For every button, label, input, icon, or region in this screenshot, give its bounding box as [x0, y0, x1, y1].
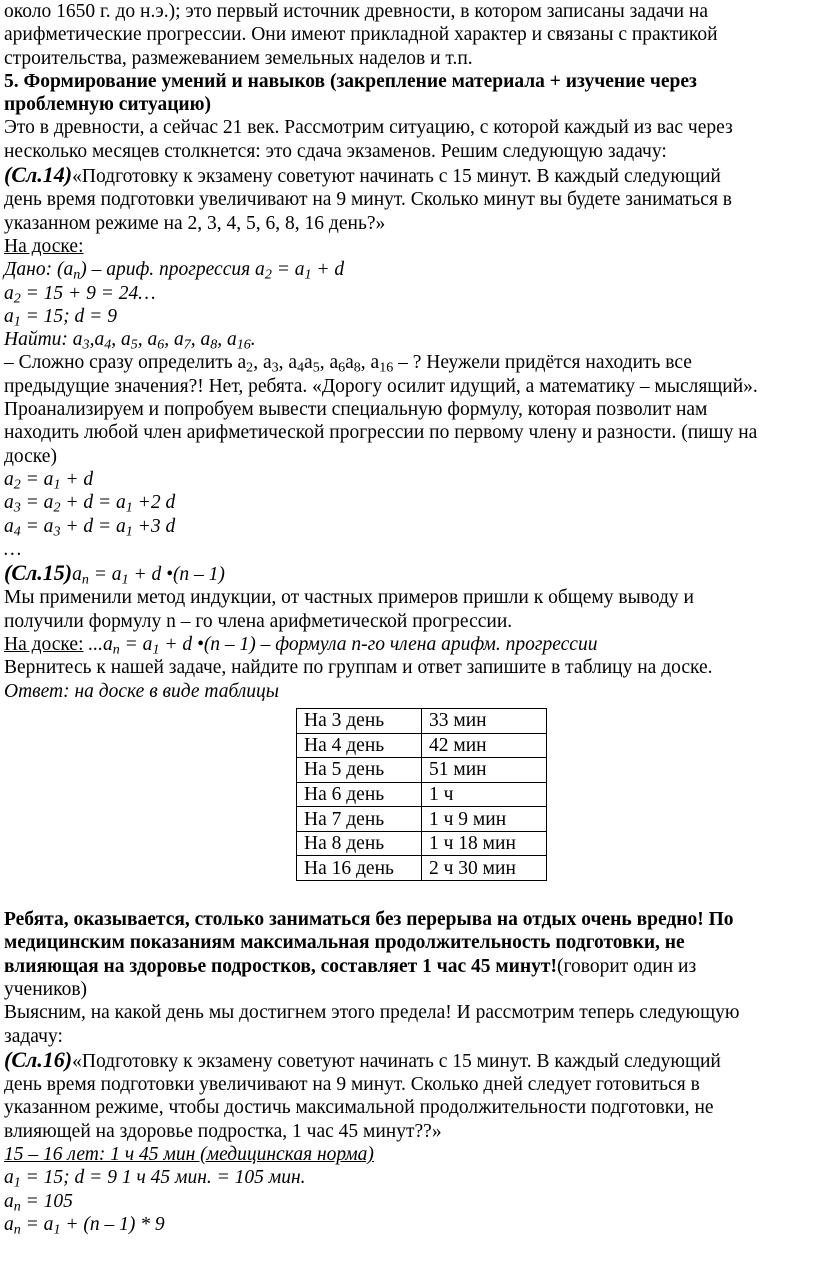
given-line: Дано: $(a_n)$ – ариф. прогрессия $a_2 = a_1 + d$ [4, 259, 345, 283]
discussion-line-2: предыдущие значения?! Нет, ребята. «Дорогу осилит идущий, а математику – мыслящий». [4, 375, 758, 397]
task-14-line-3: указанном режиме на 2, 3, 4, 5, 6, 8, 16 день?» [4, 212, 386, 234]
answer-table [296, 708, 547, 881]
formula-a2: $a_2 = a_1 + d$ [4, 468, 94, 493]
table-cell-day: На 6 день [297, 782, 422, 807]
slide-15-line: $(Сл.15)a_n = a_1 + d$ •(n – 1) [4, 560, 225, 588]
intro-line-3: строительства, размежеванием земельных наделов и т.п. [4, 47, 473, 69]
task-14-text-1: «Подготовку к экзамену советуют начинать с 15 минут. В каждый следующий [72, 166, 721, 188]
table-row [297, 733, 547, 758]
solution-line-2: $a_n = 105$ [4, 1190, 73, 1215]
table-cell-day: На 7 день [297, 807, 422, 832]
intro-line-2: арифметические прогрессии. Они имеют прикладной характер и связаны с практикой [4, 24, 718, 46]
formula-ellipsis: … [4, 538, 22, 560]
table-cell-time: 33 мин [422, 708, 547, 733]
discussion-line-3: Проанализируем и попробуем вывести специальную формулу, которая позволит нам [4, 399, 708, 421]
table-cell-day: На 16 день [297, 856, 422, 881]
table-cell-day: На 4 день [297, 733, 422, 758]
table-row [297, 807, 547, 832]
find-line: Найти: $a_3,a_4$, $a_5$, $a_6$, $a_7$, $a_8$, $a_{16}$. [4, 329, 256, 353]
table-row [297, 856, 547, 881]
table-cell-time: 1 ч [422, 782, 547, 807]
answer-label: Ответ: на доске в виде таблицы [4, 680, 279, 702]
induction-line-2: получили формулу n – го члена арифметической прогрессии. [4, 610, 513, 632]
table-row [297, 758, 547, 783]
table-cell-time: 2 ч 30 мин [422, 856, 547, 881]
task-16-line-2: день время подготовки увеличивают на 9 минут. Сколько дней следует готовиться в [4, 1074, 700, 1096]
health-bold-line-2: медицинским показаниям максимальная продолжительность подготовки, не [4, 932, 685, 954]
task-instruction: Вернитесь к нашей задаче, найдите по группам и ответ запишите в таблицу на доске. [4, 657, 713, 679]
health-paragraph-line-1: Выясним, на какой день мы достигнем этого предела! И рассмотрим теперь следующую [4, 1002, 740, 1024]
a1-line: $a_1 = 15$; d = 9 [4, 305, 117, 330]
discussion-line-5: доске) [4, 445, 57, 467]
intro-line-1: около 1650 г. до н.э.); это первый источник древности, в котором записаны задачи на [4, 1, 709, 22]
board-heading: На доске: [4, 235, 84, 257]
task-16-line-4: влияющей на здоровье подростка, 1 час 45 минут??» [4, 1120, 442, 1142]
task-16-line-1: (Сл.16)«Подготовку к экзамену советуют начинать с 15 минут. В каждый следующий [4, 1046, 721, 1072]
task-16-line-3: указанном режиме, чтобы достичь максимальной продолжительности подготовки, не [4, 1097, 714, 1119]
health-line-4: учеников) [4, 978, 88, 1000]
formula-a4: $a_4 = a_3 + d = a_1 +3$ d [4, 515, 176, 540]
health-paragraph-line-2: задачу: [4, 1025, 63, 1047]
solution-line-1: $a_1 = 15$; d = 9 1 ч 45 мин. = 105 мин. [4, 1167, 306, 1191]
slide-label-15: (Сл.15) [4, 560, 73, 586]
table-cell-time: 1 ч 9 мин [422, 807, 547, 832]
table-row [297, 708, 547, 733]
slide-label-16: (Сл.16) [4, 1046, 73, 1072]
discussion-line-1: – Сложно сразу определить $a_2$, $a_3$, $a_4a_5$, $a_6a_8$, $a_{16}$ – ? Неужели придётся находить все [4, 352, 692, 376]
section-paragraph-line-2: несколько месяцев столкнется: это сдача экзаменов. Решим следующую задачу: [4, 140, 667, 162]
table-cell-day: На 8 день [297, 831, 422, 856]
table-cell-time: 42 мин [422, 733, 547, 758]
induction-line-1: Мы применили метод индукции, от частных примеров пришли к общему выводу и [4, 587, 694, 609]
section-heading-line-2: проблемную ситуацию) [4, 94, 212, 116]
health-line-3: влияющая на здоровье подростков, составляет 1 час 45 минут!(говорит один из [4, 955, 697, 977]
discussion-line-4: находить любой член арифметической прогрессии по первому члену и разности. (пишу на [4, 422, 758, 444]
solution-line-3: $a_n = a_1 + (n - 1) * 9$ [4, 1213, 165, 1238]
medical-norm-line: 15 – 16 лет: 1 ч 45 мин (медицинская норма) [4, 1144, 374, 1166]
section-paragraph-line-1: Это в древности, а сейчас 21 век. Рассмотрим ситуацию, с которой каждый из вас через [4, 117, 733, 139]
section-heading-line-1: 5. Формирование умений и навыков (закрепление материала + изучение через [4, 70, 697, 92]
task-14-line-2: день время подготовки увеличивают на 9 минут. Сколько минут вы будете заниматься в [4, 189, 733, 211]
formula-a3: $a_3 = a_2 + d = a_1 +2$ d [4, 492, 176, 516]
task-14-line-1 [4, 163, 810, 188]
health-bold-line-1: Ребята, оказывается, столько заниматься без перерыва на отдых очень вредно! По [4, 909, 734, 931]
a2-line: $a_2 = 15 + 9$ = 24… [4, 282, 156, 307]
table-cell-day: На 5 день [297, 758, 422, 783]
table-row [297, 831, 547, 856]
table-cell-time: 51 мин [422, 758, 547, 783]
slide-label-14: (Сл.14) [4, 162, 73, 188]
answer-table-wrapper [296, 708, 810, 881]
table-row [297, 782, 547, 807]
table-cell-time: 1 ч 18 мин [422, 831, 547, 856]
board-formula-line: На доске: $...a_n = a_1 + d$ •(n – 1) – формула n-го члена арифм. прогрессии [4, 634, 598, 658]
table-cell-day: На 3 день [297, 708, 422, 733]
